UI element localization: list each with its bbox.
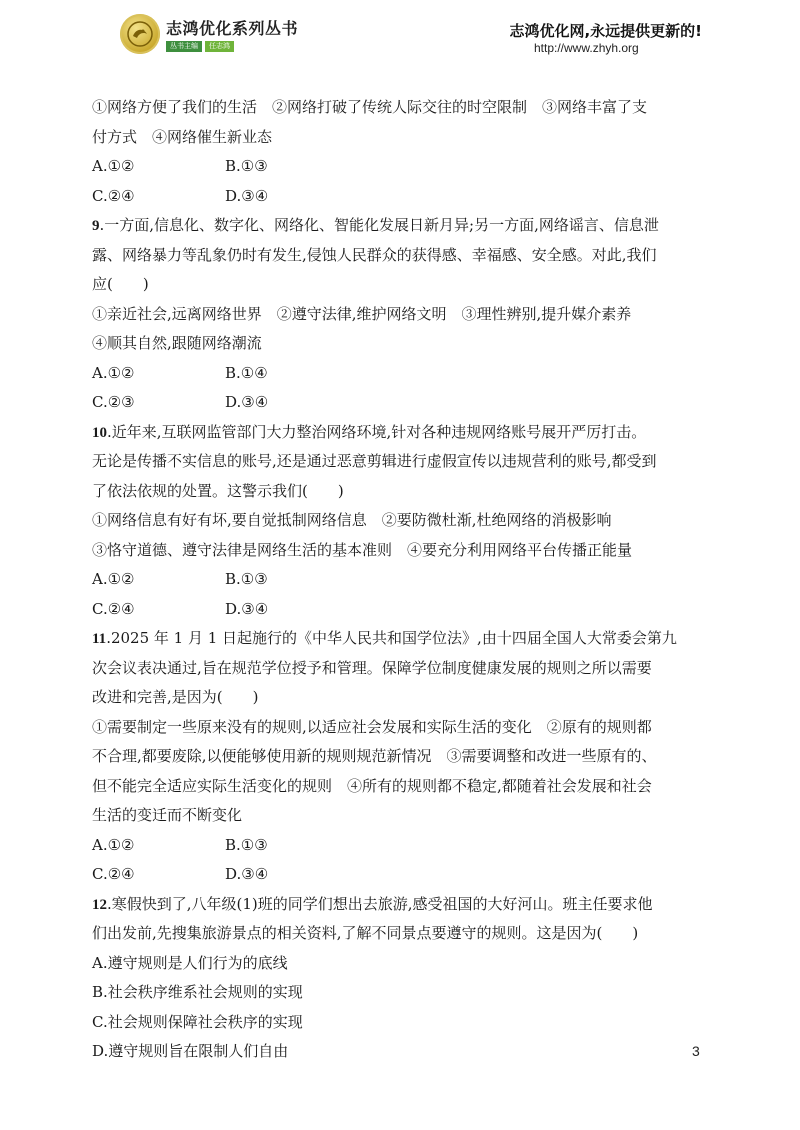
q10-option-c: C.②④ [92, 599, 135, 618]
q11-option-a: A.①② [92, 835, 135, 854]
q10-line-5: ③恪守道德、遵守法律是网络生活的基本准则 ④要充分利用网络平台传播正能量 [92, 540, 633, 559]
q11-line-4: ①需要制定一些原来没有的规则,以适应社会发展和实际生活的变化 ②原有的规则都 [92, 717, 652, 736]
q12-option-d: D.遵守规则旨在限制人们自由 [92, 1042, 289, 1060]
site-slogan: 志鸿优化网,永远提供更新的! [509, 22, 702, 40]
site-url: http://www.zhyh.org [534, 41, 639, 55]
q9-line-4: ①亲近社会,远离网络世界 ②遵守法律,维护网络文明 ③理性辨别,提升媒介素养 [92, 304, 632, 323]
page-header [0, 0, 800, 70]
q11-options-row-2 [92, 860, 712, 890]
q8-options-row-1 [92, 152, 712, 182]
q9-options-row-1 [92, 359, 712, 389]
q11-line-5: 不合理,都要废除,以便能够使用新的规则规范新情况 ③需要调整和改进一些原有的、 [92, 747, 657, 765]
q12-line-1: 12.寒假快到了,八年级(1)班的同学们想出去旅游,感受祖国的大好河山。班主任要求他 [92, 894, 653, 913]
q10-number: 10 [92, 424, 107, 441]
q9-line-1: 9.一方面,信息化、数字化、网络化、智能化发展日新月异;另一方面,网络谣言、信息泄 [92, 216, 659, 234]
q10-line-4: ①网络信息有好有坏,要自觉抵制网络信息 ②要防微杜渐,杜绝网络的消极影响 [92, 511, 612, 529]
q8-option-d: D.③④ [225, 186, 269, 205]
brand-title: 志鸿优化系列丛书 [166, 19, 299, 38]
q9-option-a: A.①② [92, 363, 135, 382]
q8-option-a: A.①② [92, 157, 135, 175]
q12-option-c: C.社会规则保障社会秩序的实现 [92, 1012, 303, 1031]
q9-option-d: D.③④ [225, 393, 269, 411]
q10-line-1: 10.近年来,互联网监管部门大力整治网络环境,针对各种违规网络账号展开严厉打击。 [92, 422, 647, 441]
q12-line-2: 们出发前,先搜集旅游景点的相关资料,了解不同景点要遵守的规则。这是因为( ) [92, 924, 639, 942]
q8-option-b: B.①③ [225, 157, 268, 175]
q9-option-c: C.②③ [92, 393, 135, 411]
q8-line-2: 付方式 ④网络催生新业态 [92, 127, 273, 146]
q11-option-c: C.②④ [92, 865, 135, 883]
q9-line-2: 露、网络暴力等乱象仍时有发生,侵蚀人民群众的获得感、幸福感、安全感。对此,我们 [92, 245, 657, 264]
q10-line-2: 无论是传播不实信息的账号,还是通过恶意剪辑进行虚假宣传以违规营利的账号,都受到 [92, 452, 657, 470]
q8-option-c: C.②④ [92, 186, 135, 205]
question-list [92, 93, 712, 1067]
q11-line-1: 11.2025 年 1 月 1 日起施行的《中华人民共和国学位法》,由十四届全国人大常委会第九 [92, 629, 677, 647]
brand-tags [166, 41, 234, 52]
q11-line-7: 生活的变迁而不断变化 [92, 806, 243, 824]
editor-name-tag: 任志鸿 [205, 41, 234, 52]
q9-number: 9 [92, 218, 100, 234]
q10-line-3: 了依法依规的处置。这警示我们( ) [92, 481, 344, 500]
q9-line-5: ④顺其自然,跟随网络潮流 [92, 334, 262, 352]
q10-option-a: A.①② [92, 570, 135, 588]
page-number: 3 [692, 1043, 700, 1059]
q11-number: 11 [92, 631, 107, 647]
q11-option-b: B.①③ [225, 835, 268, 854]
brand-logo-icon [120, 14, 160, 54]
q9-line-3: 应( ) [92, 275, 149, 293]
q10-option-b: B.①③ [225, 570, 268, 588]
q10-option-d: D.③④ [225, 599, 269, 618]
q9-options-row-2 [92, 388, 712, 418]
q10-options-row-2 [92, 595, 712, 625]
q11-line-6: 但不能完全适应实际生活变化的规则 ④所有的规则都不稳定,都随着社会发展和社会 [92, 776, 652, 795]
q12-option-a: A.遵守规则是人们行为的底线 [92, 953, 288, 972]
q12-number: 12 [92, 896, 107, 913]
q9-option-b: B.①④ [225, 363, 268, 382]
q10-options-row-1 [92, 565, 712, 595]
q8-options-row-2 [92, 182, 712, 212]
q11-options-row-1 [92, 831, 712, 861]
editor-tag: 丛书主编 [166, 41, 202, 52]
q12-option-b: B.社会秩序维系社会规则的实现 [92, 983, 303, 1001]
q8-line-1: ①网络方便了我们的生活 ②网络打破了传统人际交往的时空限制 ③网络丰富了支 [92, 98, 648, 116]
q11-line-3: 改进和完善,是因为( ) [92, 688, 259, 706]
q11-option-d: D.③④ [225, 865, 269, 883]
q11-line-2: 次会议表决通过,旨在规范学位授予和管理。保障学位制度健康发展的规则之所以需要 [92, 658, 652, 677]
